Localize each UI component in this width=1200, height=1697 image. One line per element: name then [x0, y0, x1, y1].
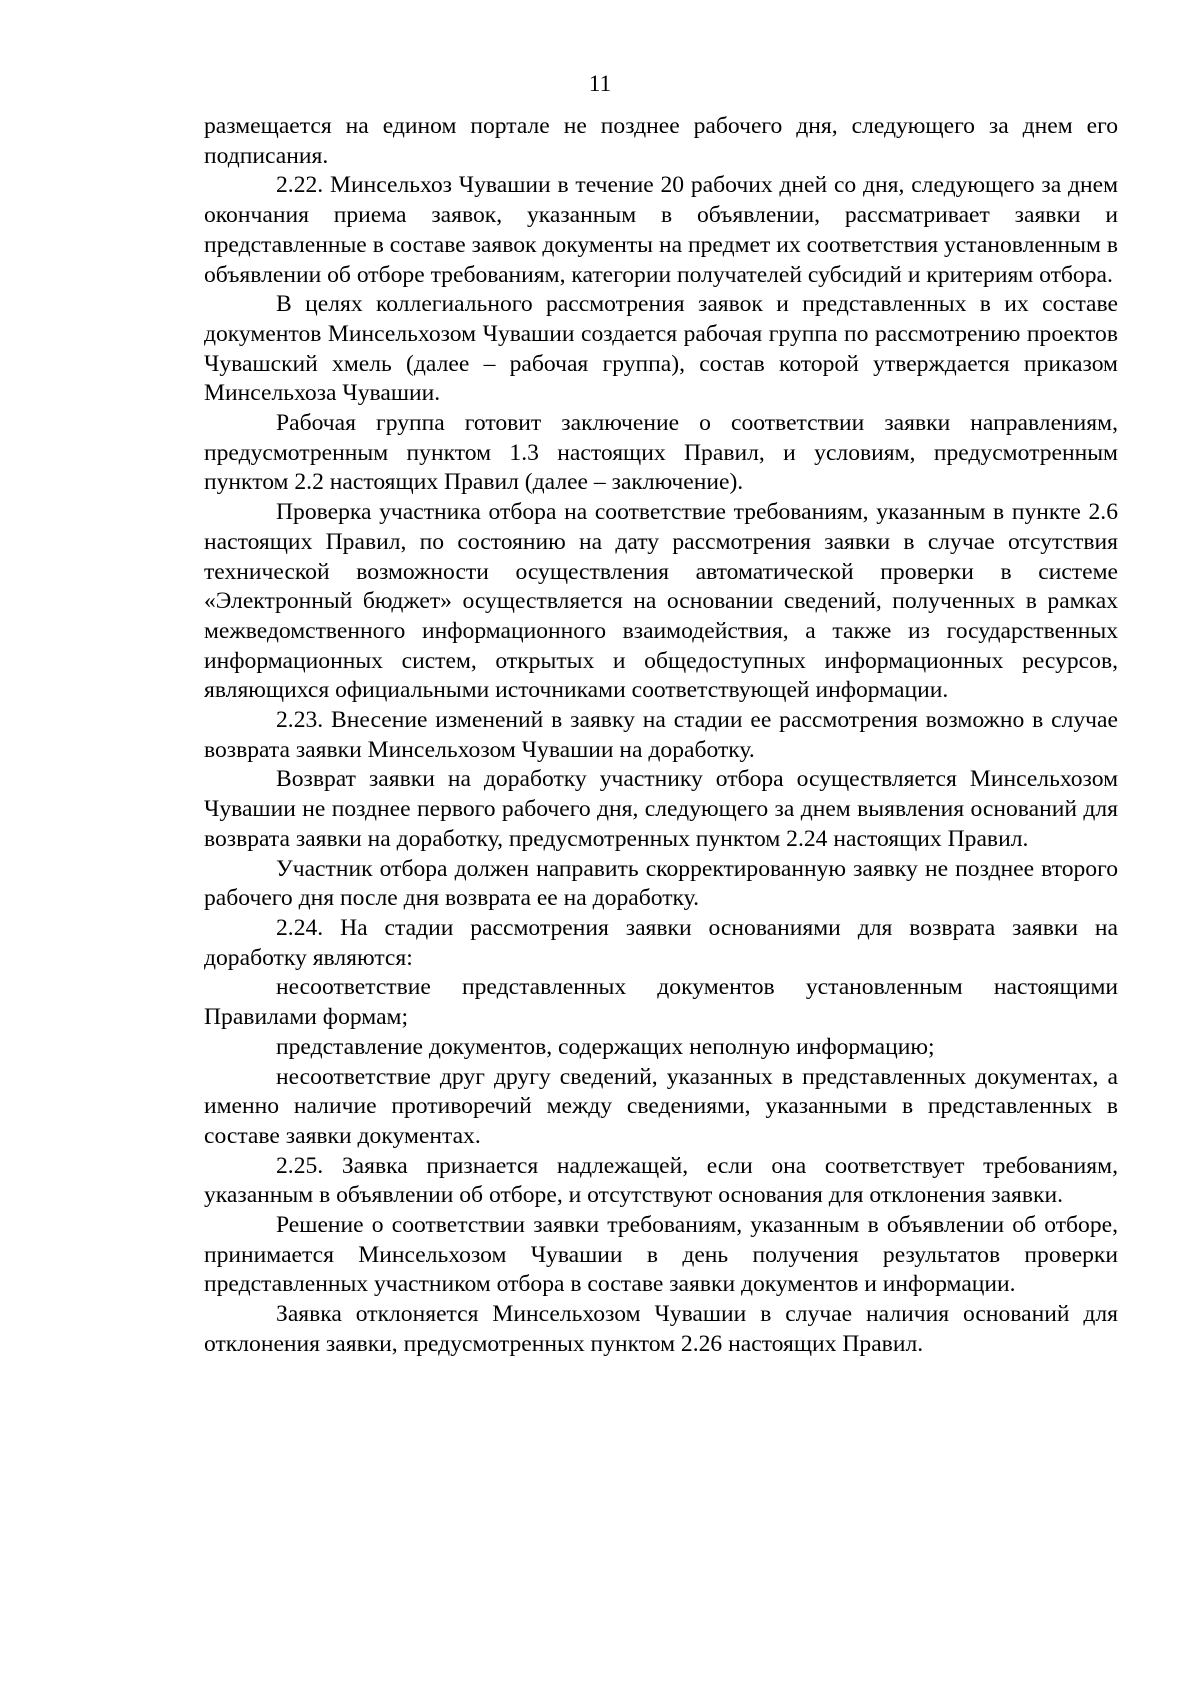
paragraph-2-24: 2.24. На стадии рассмотрения заявки основаниями для возврата заявки на доработку являются:: [204, 914, 1118, 971]
paragraph-continuation: размещается на едином портале не позднее рабочего дня, следующего за днем его подписания.: [204, 113, 1118, 169]
list-item-contradictions: несоответствие друг другу сведений, указанных в представленных документах, а именно наличие противоречий между сведениями, указанными в представленных в составе заявки документах.: [204, 1063, 1118, 1149]
paragraph-return-for-revision: Возврат заявки на доработку участнику отбора осуществляется Минсельхозом Чувашии не позднее первого рабочего дня, следующего за днем выявления оснований для возврата заявки на доработку, предусмотренных пунктом 2.24 настоящих Правил.: [204, 766, 1118, 852]
paragraph-rejection: Заявка отклоняется Минсельхозом Чувашии в случае наличия оснований для отклонения заявки, предусмотренных пунктом 2.26 настоящих Правил.: [204, 1301, 1118, 1357]
paragraph-participant-check: Проверка участника отбора на соответствие требованиям, указанным в пункте 2.6 настоящих Правил, по состоянию на дату рассмотрения заявки в случае отсутствия технической возможности осуществления автоматической проверки в системе «Электронный бюджет» осуществляется на основании сведений, полученных в рамках межведомственного информационного взаимодействия, а также из государственных информационных систем, открытых и общедоступных информационных ресурсов, являющихся официальными источниками соответствующей информации.: [204, 499, 1118, 704]
paragraph-conclusion: Рабочая группа готовит заключение о соответствии заявки направлениям, предусмотренным пунктом 1.3 настоящих Правил, и условиям, предусмотренным пунктом 2.2 настоящих Правил (далее – заключение).: [204, 410, 1118, 496]
paragraph-2-22: 2.22. Минсельхоз Чувашии в течение 20 рабочих дней со дня, следующего за днем окончания приема заявок, указанным в объявлении, рассматривает заявки и представленные в составе заявок документы на предмет их соответствия установленным в объявлении об отборе требованиям, категории получателей субсидий и критериям отбора.: [204, 172, 1118, 288]
page-number: 11: [588, 71, 612, 96]
list-item-form-mismatch: несоответствие представленных документов установленным настоящими Правилами формам;: [204, 974, 1118, 1031]
paragraph-corrected-application: Участник отбора должен направить скорректированную заявку не позднее второго рабочего дня после дня возврата ее на доработку.: [204, 855, 1118, 912]
paragraph-decision: Решение о соответствии заявки требованиям, указанным в объявлении об отборе, принимается Минсельхозом Чувашии в день получения результатов проверки представленных участником отбора в составе заявки документов и информации.: [204, 1212, 1118, 1298]
paragraph-2-25: 2.25. Заявка признается надлежащей, если она соответствует требованиям, указанным в объявлении об отборе, и отсутствуют основания для отклонения заявки.: [204, 1152, 1118, 1209]
paragraph-working-group: В целях коллегиального рассмотрения заявок и представленных в их составе документов Минсельхозом Чувашии создается рабочая группа по рассмотрению проектов Чувашский хмель (далее – рабочая группа), состав которой утверждается приказом Минсельхоза Чувашии.: [204, 291, 1118, 407]
list-item-incomplete-info: представление документов, содержащих неполную информацию;: [276, 1033, 935, 1060]
paragraph-2-23: 2.23. Внесение изменений в заявку на стадии ее рассмотрения возможно в случае возврата заявки Минсельхозом Чувашии на доработку.: [204, 707, 1118, 763]
document-body: [204, 112, 1118, 1360]
